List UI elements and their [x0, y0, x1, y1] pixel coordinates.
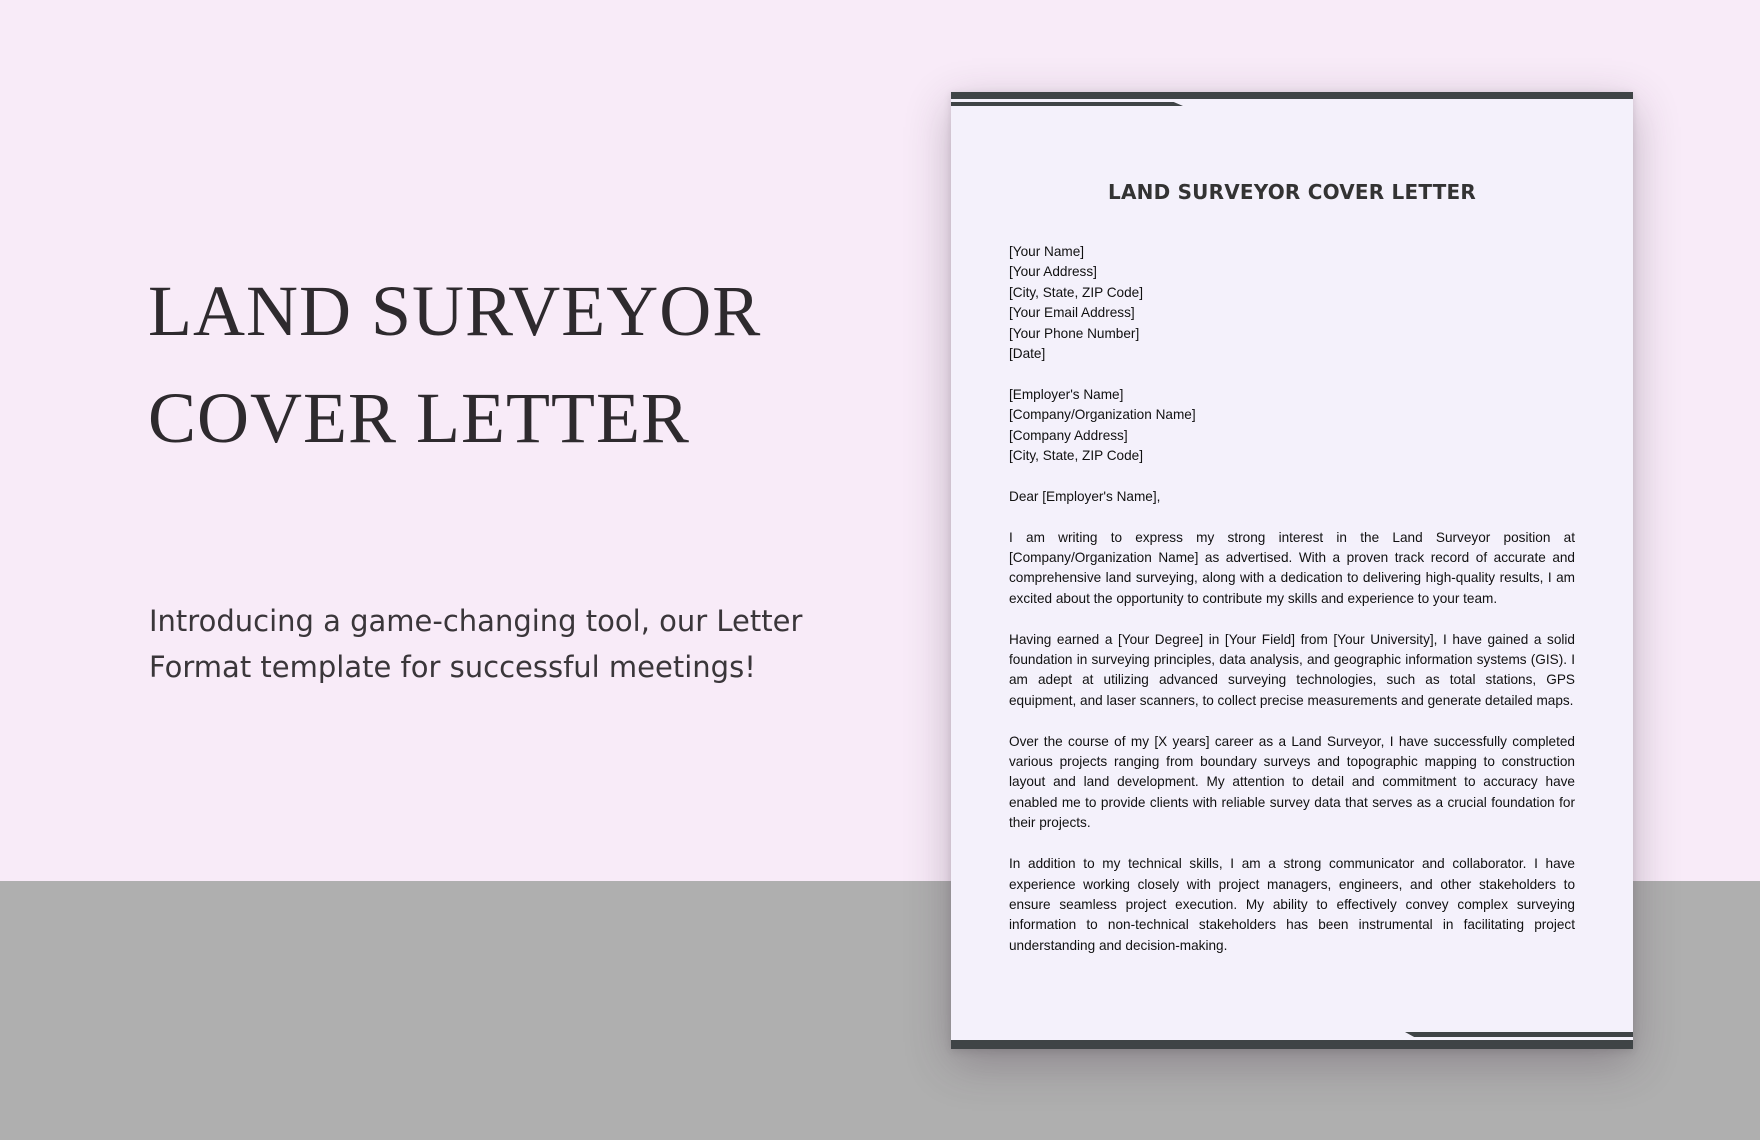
- letter-title: LAND SURVEYOR COVER LETTER: [1108, 180, 1476, 204]
- hero-title: [148, 258, 908, 472]
- body-paragraph-1: I am writing to express my strong interest in the Land Surveyor position at [Company/Organization Name] as advertised. With a proven track record of accurate and comprehensive land surveying, along with a dedication to delivering high-quality results, I am excited about the opportunity to contribute my skills and experience to your team.: [1009, 529, 1575, 606]
- sender-phone: [Your Phone Number]: [1009, 325, 1140, 341]
- sender-city: [City, State, ZIP Code]: [1009, 284, 1143, 300]
- recipient-name: [Employer's Name]: [1009, 386, 1124, 402]
- spacer: [1009, 364, 1575, 384]
- bottom-accent-stripe: [1405, 1032, 1633, 1037]
- top-accent-bar: [951, 92, 1633, 99]
- top-accent-stripe: [951, 102, 1183, 106]
- bottom-accent-bar: [951, 1040, 1633, 1049]
- sender-email: [Your Email Address]: [1009, 305, 1135, 321]
- recipient-block: [1009, 385, 1575, 467]
- letter-document: [951, 92, 1633, 1049]
- hero-title-line-1: LAND SURVEYOR: [148, 271, 762, 351]
- hero-subtitle: Introducing a game-changing tool, our Letter Format template for successful meetings!: [149, 604, 803, 684]
- letter-date: [Date]: [1009, 346, 1046, 362]
- spacer: [1009, 466, 1575, 486]
- recipient-company: [Company/Organization Name]: [1009, 407, 1196, 423]
- sender-block: [1009, 242, 1575, 364]
- salutation: Dear [Employer's Name],: [1009, 488, 1161, 504]
- sender-name: [Your Name]: [1009, 244, 1085, 259]
- body-paragraph-3: Over the course of my [X years] career as a Land Surveyor, I have successfully completed various projects ranging from boundary surveys and topographic mapping to construction layout and land development. My attention to detail and commitment to accuracy have enabled me to provide clients with reliable survey data that serves as a crucial foundation for their projects.: [1009, 733, 1575, 831]
- spacer: [1009, 507, 1575, 527]
- body-paragraph-4: In addition to my technical skills, I am a strong communicator and collaborator. I have experience working closely with project managers, engineers, and other stakeholders to ensure seamless project execution. My ability to effectively convey complex surveying information to non-technical stakeholders has been instrumental in facilitating project understanding and decision-making.: [1009, 856, 1575, 953]
- recipient-city: [City, State, ZIP Code]: [1009, 448, 1143, 464]
- body-paragraph-2: Having earned a [Your Degree] in [Your Field] from [Your University], I have gained a solid foundation in surveying principles, data analysis, and geographic information systems (GIS). I am adept at utilizing advanced surveying technologies, such as total stations, GPS equipment, and laser scanners, to collect precise measurements and generate detailed maps.: [1009, 631, 1575, 708]
- letter-body: [1009, 242, 1575, 977]
- recipient-address: [Company Address]: [1009, 427, 1128, 443]
- hero-title-line-2: COVER LETTER: [148, 378, 690, 458]
- sender-address: [Your Address]: [1009, 264, 1097, 280]
